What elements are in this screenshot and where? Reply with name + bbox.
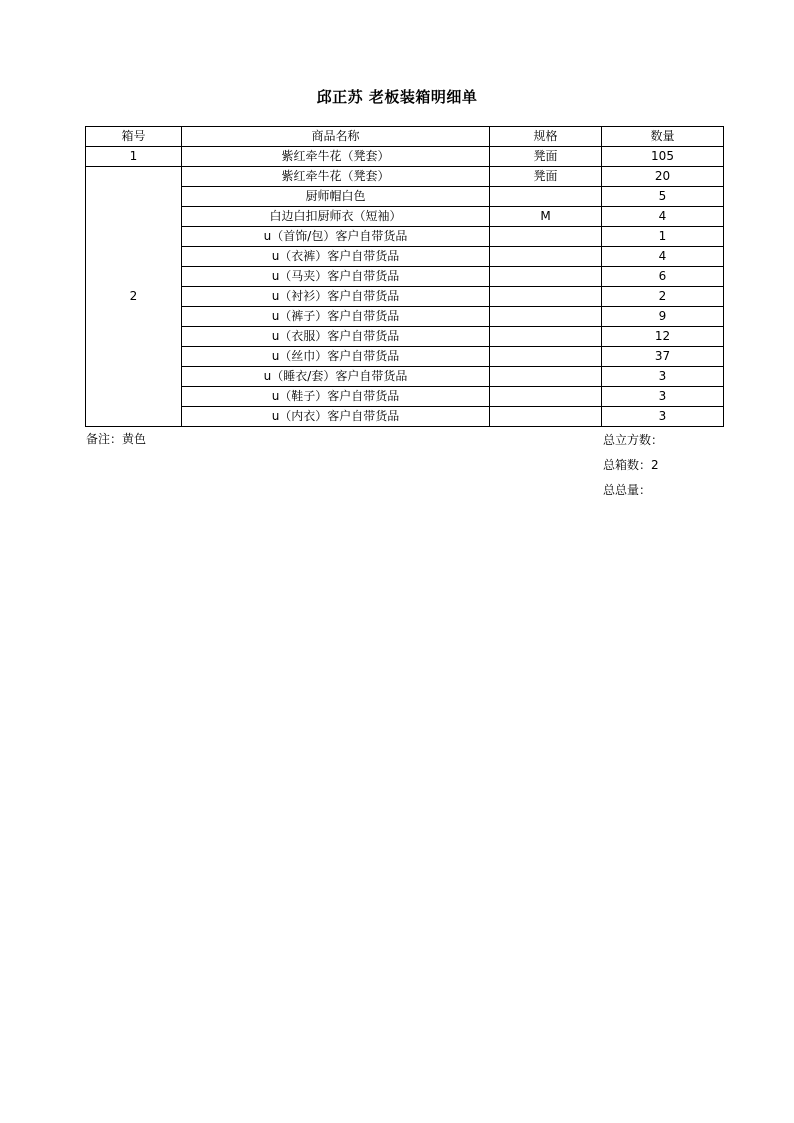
- table-row: [86, 187, 724, 207]
- spec-cell: [490, 227, 602, 247]
- spec-cell: [490, 407, 602, 427]
- product-name-cell: u（睡衣/套）客户自带货品: [182, 367, 490, 387]
- table-row: [86, 267, 724, 287]
- total-boxes: 总箱数：2: [603, 458, 659, 472]
- product-name-cell: u（马夹）客户自带货品: [182, 267, 490, 287]
- quantity-cell: 3: [602, 387, 724, 407]
- spec-cell: [490, 347, 602, 367]
- spec-cell: 凳面: [490, 147, 602, 167]
- header-product-name: 商品名称: [182, 127, 490, 147]
- spec-cell: [490, 267, 602, 287]
- totals-block: [603, 428, 663, 503]
- table-row: [86, 227, 724, 247]
- product-name-cell: u（裤子）客户自带货品: [182, 307, 490, 327]
- table-row: [86, 407, 724, 427]
- table-row: [86, 327, 724, 347]
- table-row: [86, 387, 724, 407]
- product-name-cell: 白边白扣厨师衣（短袖）: [182, 207, 490, 227]
- spec-cell: [490, 307, 602, 327]
- total-quantity: 总总量：: [603, 483, 652, 497]
- box-number-cell: 2: [86, 167, 182, 427]
- table-row: [86, 347, 724, 367]
- quantity-cell: 20: [602, 167, 724, 187]
- spec-cell: [490, 327, 602, 347]
- quantity-cell: 37: [602, 347, 724, 367]
- product-name-cell: u（首饰/包）客户自带货品: [182, 227, 490, 247]
- quantity-cell: 4: [602, 247, 724, 267]
- product-name-cell: 紫红牵牛花（凳套）: [182, 167, 490, 187]
- quantity-cell: 9: [602, 307, 724, 327]
- table-row: [86, 167, 724, 187]
- spec-cell: [490, 187, 602, 207]
- quantity-cell: 12: [602, 327, 724, 347]
- header-quantity: 数量: [602, 127, 724, 147]
- header-row: [86, 127, 724, 147]
- table-row: [86, 287, 724, 307]
- product-name-cell: u（丝巾）客户自带货品: [182, 347, 490, 367]
- product-name-cell: u（衬衫）客户自带货品: [182, 287, 490, 307]
- quantity-cell: 3: [602, 367, 724, 387]
- page-title: 邱正苏 老板装箱明细单: [316, 88, 478, 106]
- spec-cell: [490, 287, 602, 307]
- remark-note: 备注：黄色: [86, 432, 147, 446]
- table-row: [86, 247, 724, 267]
- box-number-cell: 1: [86, 147, 182, 167]
- spec-cell: M: [490, 207, 602, 227]
- product-name-cell: u（衣服）客户自带货品: [182, 327, 490, 347]
- table-row: [86, 207, 724, 227]
- quantity-cell: 105: [602, 147, 724, 167]
- quantity-cell: 2: [602, 287, 724, 307]
- product-name-cell: u（内衣）客户自带货品: [182, 407, 490, 427]
- product-name-cell: u（鞋子）客户自带货品: [182, 387, 490, 407]
- table-row: [86, 307, 724, 327]
- table-row: [86, 367, 724, 387]
- header-spec: 规格: [490, 127, 602, 147]
- spec-cell: [490, 387, 602, 407]
- quantity-cell: 6: [602, 267, 724, 287]
- quantity-cell: 4: [602, 207, 724, 227]
- quantity-cell: 1: [602, 227, 724, 247]
- spec-cell: [490, 247, 602, 267]
- product-name-cell: 紫红牵牛花（凳套）: [182, 147, 490, 167]
- spec-cell: [490, 367, 602, 387]
- total-volume: 总立方数：: [603, 433, 664, 447]
- spec-cell: 凳面: [490, 167, 602, 187]
- header-box-no: 箱号: [86, 127, 182, 147]
- quantity-cell: 3: [602, 407, 724, 427]
- packing-list-table: [85, 126, 724, 427]
- product-name-cell: 厨师帽白色: [182, 187, 490, 207]
- quantity-cell: 5: [602, 187, 724, 207]
- product-name-cell: u（衣裤）客户自带货品: [182, 247, 490, 267]
- table-row: [86, 147, 724, 167]
